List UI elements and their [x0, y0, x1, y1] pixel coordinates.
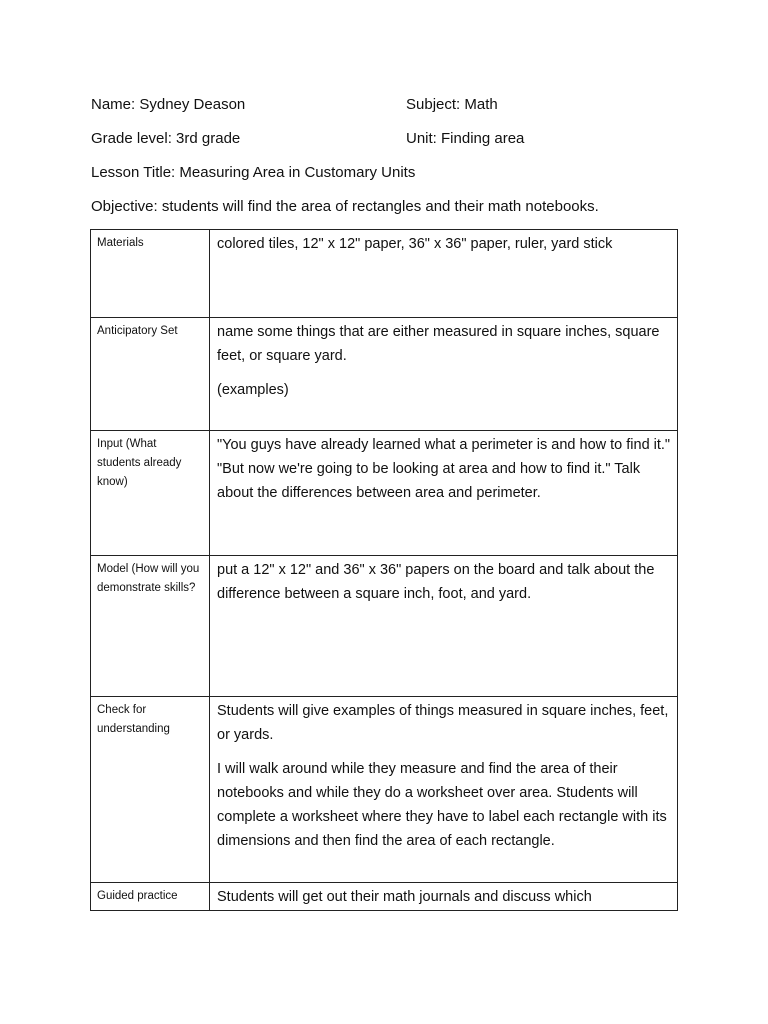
table-row: [91, 883, 678, 911]
objective-line: [91, 198, 599, 215]
objective-label: Objective:: [91, 198, 158, 215]
subject-label: Subject:: [406, 96, 461, 113]
grade-line: [91, 130, 240, 147]
row-label: Check for understanding: [91, 697, 210, 883]
row-content: [210, 318, 678, 431]
table-row: [91, 431, 678, 556]
subject-value: Math: [464, 96, 498, 113]
grade-label: Grade level:: [91, 130, 172, 147]
row-content: [210, 431, 678, 556]
row-label: Guided practice: [91, 883, 210, 911]
table-row: [91, 230, 678, 318]
row-paragraph: "You guys have already learned what a perimeter is and how to find it." "But now we're going to be looking at area and how to find it." Talk about the differences between area and perimeter.: [217, 437, 671, 501]
row-paragraph: Students will give examples of things measured in square inches, feet, or yards.: [217, 703, 669, 743]
row-content: [210, 556, 678, 697]
row-content: [210, 697, 678, 883]
row-paragraph: (examples): [217, 382, 289, 398]
row-content: [210, 883, 678, 911]
table-row: [91, 318, 678, 431]
name-line: [91, 96, 245, 113]
row-paragraph: name some things that are either measured in square inches, square feet, or square yard.: [217, 324, 660, 364]
row-label: Materials: [91, 230, 210, 318]
lesson-title-value: Measuring Area in Customary Units: [179, 164, 416, 181]
grade-value: 3rd grade: [176, 130, 241, 147]
row-content: [210, 230, 678, 318]
table-row: [91, 697, 678, 883]
name-label: Name:: [91, 96, 136, 113]
row-paragraph: colored tiles, 12" x 12" paper, 36" x 36" paper, ruler, yard stick: [217, 236, 613, 252]
name-value: Sydney Deason: [139, 96, 246, 113]
row-label: Anticipatory Set: [91, 318, 210, 431]
unit-value: Finding area: [441, 130, 525, 147]
row-label: Input (What students already know): [91, 431, 210, 556]
row-paragraph: I will walk around while they measure and find the area of their notebooks and while they do a worksheet over area. Students will complete a worksheet where they have to label each rectangle with its dimensions and then find the area of each rectangle.: [217, 761, 667, 849]
lesson-title-line: [91, 164, 415, 181]
subject-line: [406, 96, 498, 113]
lesson-plan-table: [90, 229, 678, 911]
lesson-title-label: Lesson Title:: [91, 164, 176, 181]
unit-line: [406, 130, 524, 147]
row-paragraph: Students will get out their math journals and discuss which: [217, 889, 592, 905]
row-paragraph: put a 12" x 12" and 36" x 36" papers on the board and talk about the difference between a square inch, foot, and yard.: [217, 562, 655, 602]
objective-value: students will find the area of rectangles and their math notebooks.: [161, 198, 599, 215]
row-label: Model (How will you demonstrate skills?: [91, 556, 210, 697]
table-row: [91, 556, 678, 697]
unit-label: Unit:: [406, 130, 437, 147]
